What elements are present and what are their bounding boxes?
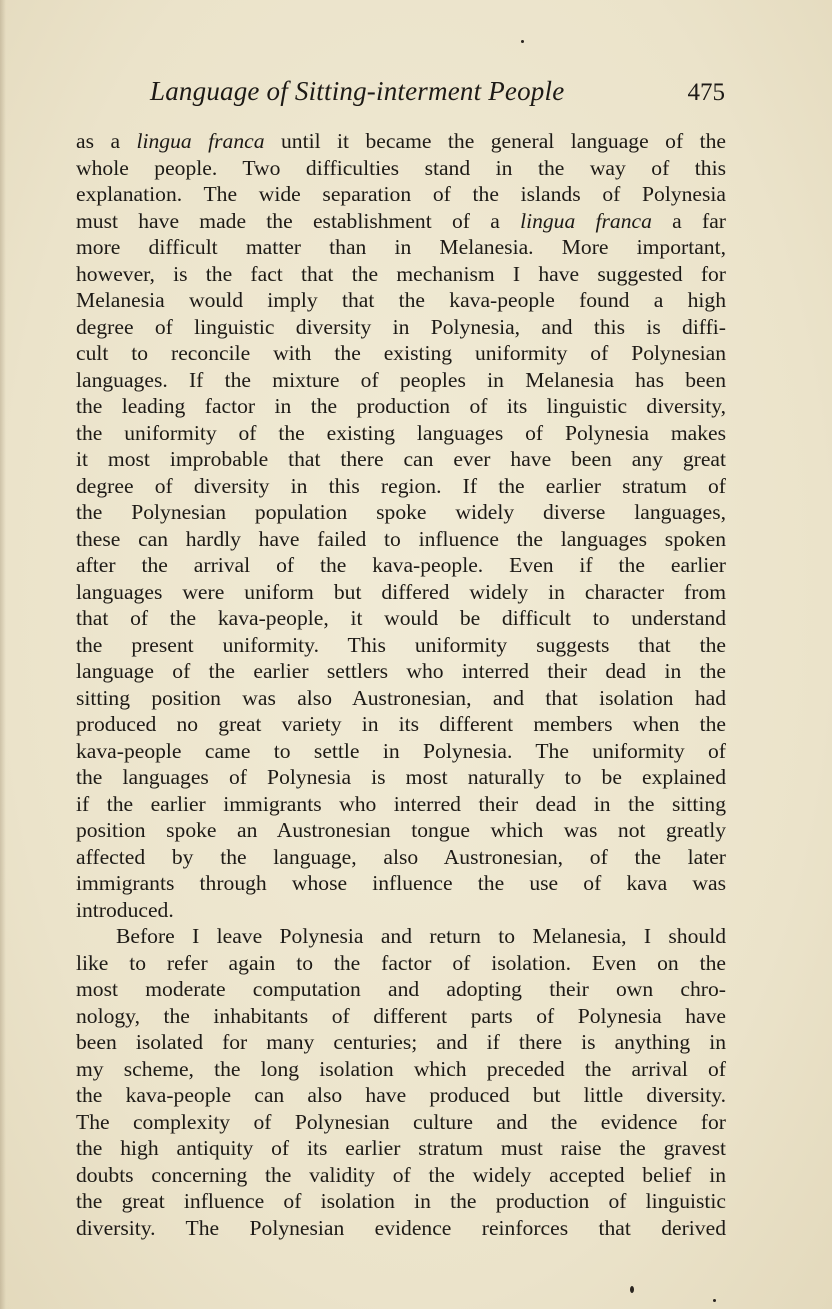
text-line: [76, 1003, 726, 1030]
text-segment: must have made the establishment of a: [76, 208, 521, 233]
text-line: [76, 685, 726, 712]
text-line: [76, 287, 726, 314]
text-line: [76, 128, 726, 155]
text-segment: language of the earlier settlers who interred their dead in the: [76, 659, 726, 683]
text-segment: whole people. Two difficulties stand in the way of this: [76, 155, 726, 180]
text-line: [76, 711, 726, 738]
text-line: [76, 208, 726, 235]
text-segment: as a: [76, 129, 137, 153]
text-segment: the kava-people can also have produced but little diversity.: [76, 1083, 726, 1107]
text-line: [76, 499, 726, 526]
body-text: [76, 128, 726, 1241]
text-line: [76, 1135, 726, 1162]
text-line: [76, 1082, 726, 1109]
text-segment: it most improbable that there can ever have been any great: [76, 447, 726, 471]
text-segment: diversity. The Polynesian evidence reinforces that derived: [76, 1215, 726, 1240]
text-segment: cult to reconcile with the existing uniformity of Polynesian: [76, 341, 726, 365]
text-segment: that of the kava-people, it would be difficult to understand: [76, 606, 726, 630]
text-segment: position spoke an Austronesian tongue which was not greatly: [76, 818, 726, 842]
text-line: [76, 923, 726, 950]
text-segment: these can hardly have failed to influence the languages spoken: [76, 526, 726, 551]
text-segment: the uniformity of the existing languages of Polynesia makes: [76, 420, 726, 445]
text-line: [76, 393, 726, 420]
text-segment: degree of linguistic diversity in Polynesia, and this is diffi-: [76, 314, 726, 339]
text-line: [76, 605, 726, 632]
text-line: [76, 155, 726, 182]
text-segment: however, is the fact that the mechanism I have suggested for: [76, 261, 726, 286]
text-line: [76, 181, 726, 208]
text-segment: until it became the general language of the: [264, 129, 726, 153]
text-line: [76, 817, 726, 844]
text-line: [76, 367, 726, 394]
text-segment: introduced.: [76, 897, 174, 922]
text-segment: The complexity of Polynesian culture and the evidence for: [76, 1109, 726, 1134]
text-line: [76, 1215, 726, 1242]
text-segment: Before I leave Polynesia and return to Melanesia, I should: [116, 924, 726, 948]
text-segment: like to refer again to the factor of isolation. Even on the: [76, 950, 726, 975]
text-segment: the great influence of isolation in the production of linguistic: [76, 1189, 726, 1213]
text-line: [76, 658, 726, 685]
ink-speck: [630, 1286, 634, 1293]
text-line: [76, 552, 726, 579]
text-line: [76, 579, 726, 606]
text-line: [76, 764, 726, 791]
ink-speck: [521, 40, 524, 43]
text-segment: the leading factor in the production of its linguistic diversity,: [76, 394, 726, 418]
text-segment: most moderate computation and adopting their own chro-: [76, 977, 726, 1001]
page-number: 475: [687, 79, 725, 106]
text-line: [76, 526, 726, 553]
text-line: [76, 261, 726, 288]
italic-term: lingua franca: [136, 129, 265, 153]
text-segment: Melanesia would imply that the kava-people found a high: [76, 288, 726, 312]
text-line: [76, 1056, 726, 1083]
ink-speck: [713, 1299, 716, 1302]
text-segment: the Polynesian population spoke widely diverse languages,: [76, 500, 726, 524]
running-title: Language of Sitting-interment People: [150, 76, 565, 106]
text-line: [76, 738, 726, 765]
text-segment: a far: [651, 208, 726, 233]
text-segment: the high antiquity of its earlier stratum must raise the gravest: [76, 1136, 726, 1160]
text-segment: sitting position was also Austronesian, and that isolation had: [76, 685, 726, 710]
text-segment: kava-people came to settle in Polynesia. The uniformity of: [76, 738, 726, 763]
text-line: [76, 1162, 726, 1189]
text-line: [76, 1188, 726, 1215]
text-line: [76, 420, 726, 447]
page-edge-shadow: [0, 0, 6, 1309]
text-segment: languages were uniform but differed widely in character from: [76, 579, 726, 604]
text-segment: more difficult matter than in Melanesia. More important,: [76, 235, 726, 259]
text-segment: produced no great variety in its different members when the: [76, 712, 726, 736]
text-line: [76, 844, 726, 871]
text-line: [76, 897, 726, 924]
text-line: [76, 976, 726, 1003]
text-segment: my scheme, the long isolation which preceded the arrival of: [76, 1056, 726, 1081]
text-line: [76, 473, 726, 500]
running-header: [150, 76, 725, 116]
text-segment: the present uniformity. This uniformity suggests that the: [76, 632, 726, 657]
text-line: [76, 1109, 726, 1136]
text-line: [76, 1029, 726, 1056]
text-segment: been isolated for many centuries; and if there is anything in: [76, 1030, 726, 1054]
text-segment: degree of diversity in this region. If the earlier stratum of: [76, 473, 726, 498]
text-line: [76, 870, 726, 897]
text-line: [76, 314, 726, 341]
text-line: [76, 234, 726, 261]
text-line: [76, 446, 726, 473]
text-segment: immigrants through whose influence the use of kava was: [76, 871, 726, 895]
text-segment: after the arrival of the kava-people. Even if the earlier: [76, 553, 726, 577]
text-line: [76, 950, 726, 977]
text-segment: nology, the inhabitants of different parts of Polynesia have: [76, 1003, 726, 1028]
text-line: [76, 340, 726, 367]
italic-term: lingua franca: [520, 208, 652, 233]
text-segment: languages. If the mixture of peoples in Melanesia has been: [76, 367, 726, 392]
text-line: [76, 791, 726, 818]
text-segment: the languages of Polynesia is most naturally to be explained: [76, 765, 726, 789]
text-line: [76, 632, 726, 659]
text-segment: affected by the language, also Austronesian, of the later: [76, 844, 726, 869]
text-segment: explanation. The wide separation of the islands of Polynesia: [76, 182, 726, 206]
text-segment: doubts concerning the validity of the widely accepted belief in: [76, 1162, 726, 1187]
text-segment: if the earlier immigrants who interred their dead in the sitting: [76, 791, 726, 816]
